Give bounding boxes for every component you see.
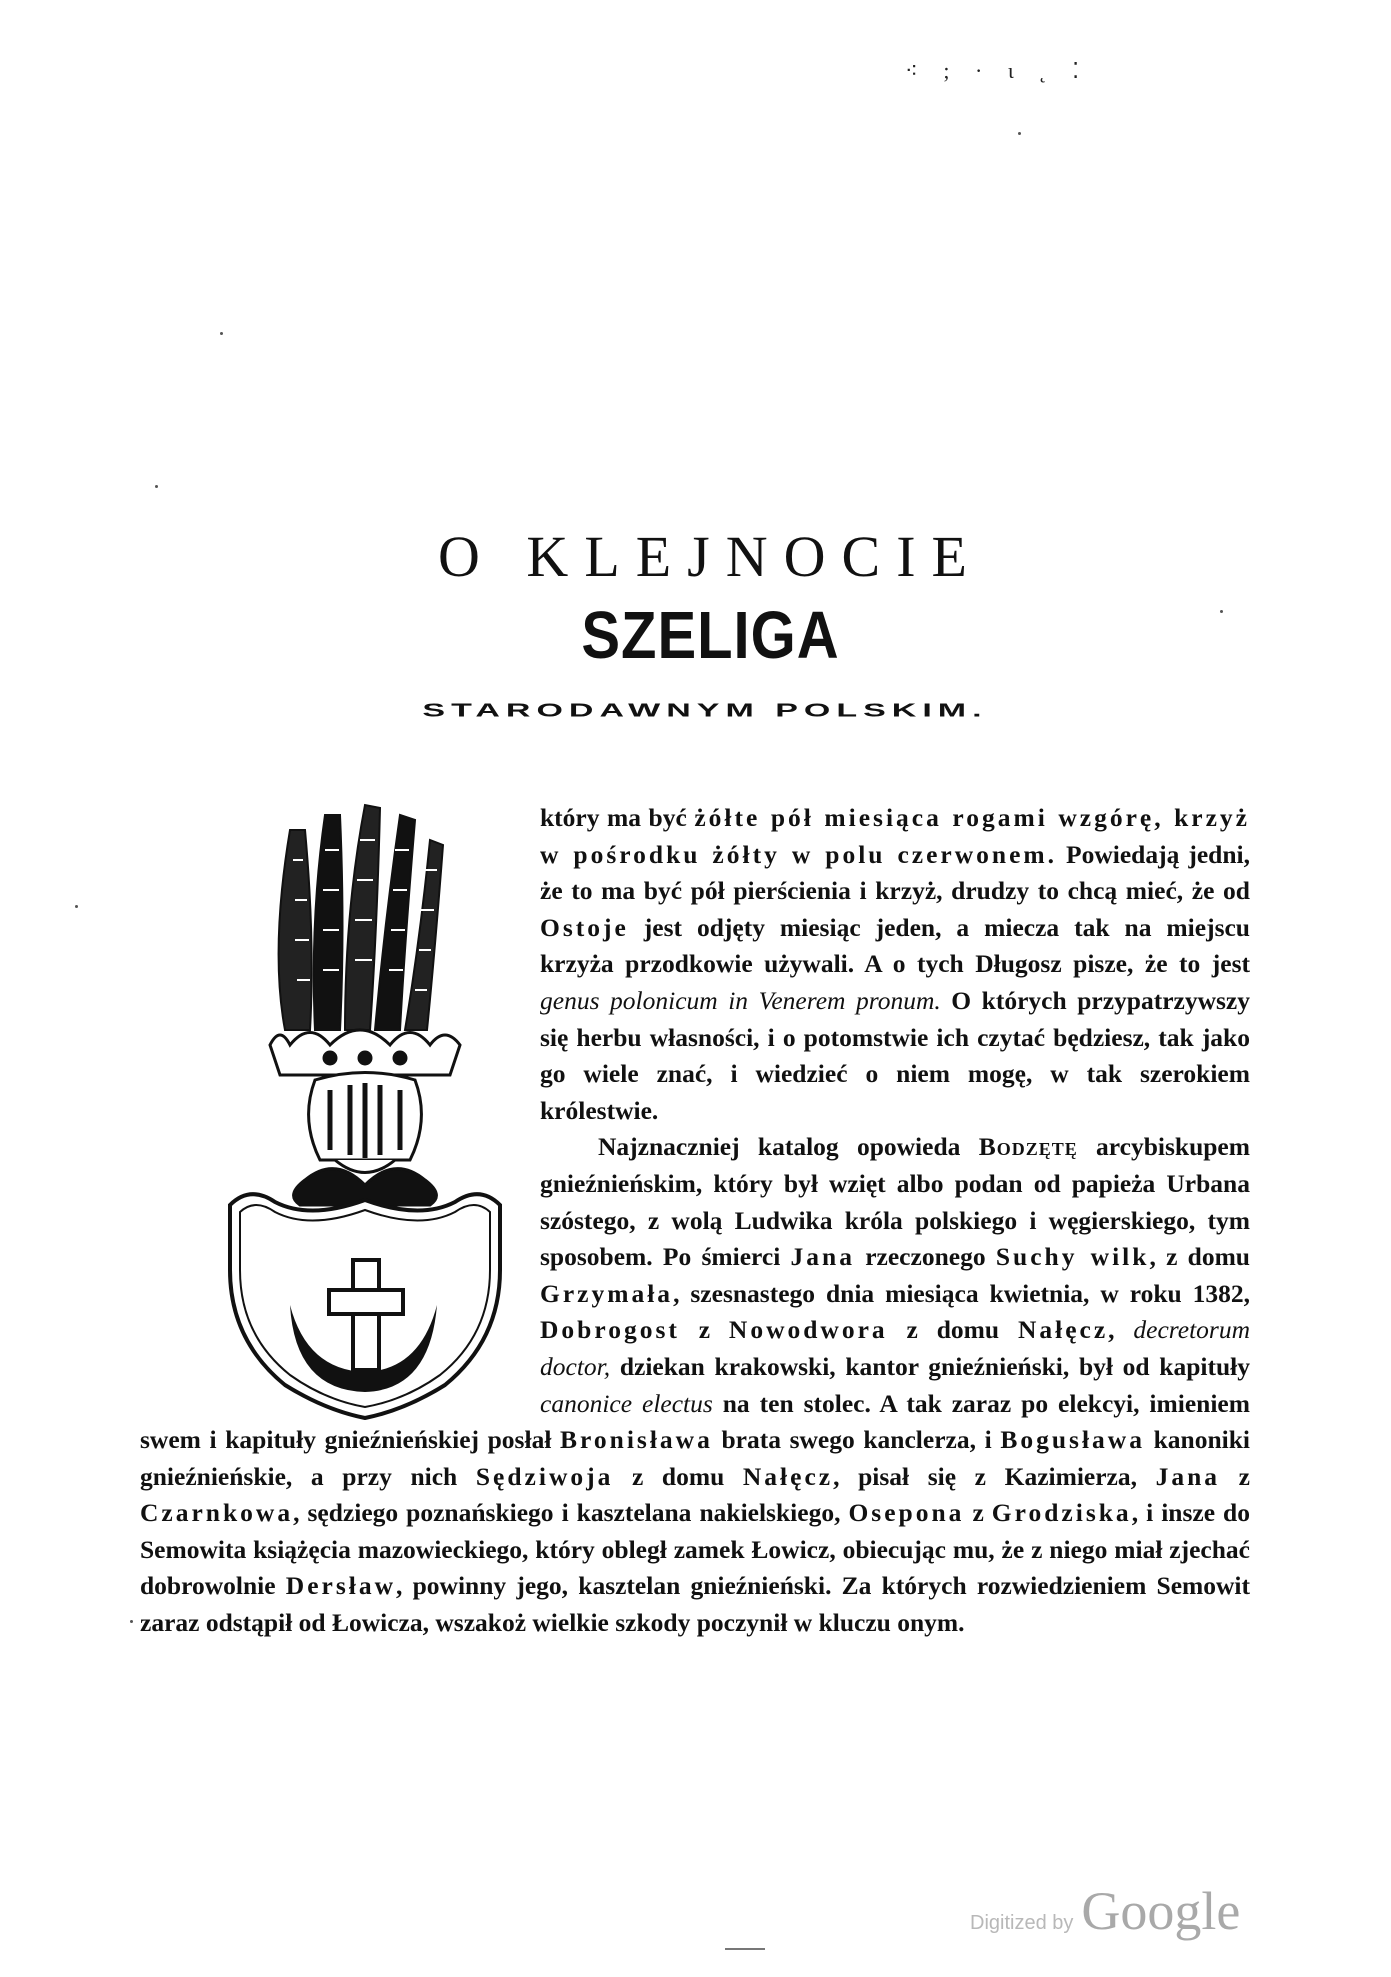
text-span: , sędziego poznańskiego i kasztelana nakielskiego, (293, 1498, 849, 1528)
text-span: z (679, 1315, 729, 1345)
title-line-2: SZELIGA (581, 598, 840, 673)
text-span: genus polonicum in Venerem pronum. (540, 985, 941, 1015)
speck (220, 332, 223, 335)
text-span: Ostoje (540, 912, 629, 942)
page-marks: ⁖ ; · ɩ ˛ ⁚ (905, 58, 1090, 83)
text-span: decretorum doctor, (540, 1315, 1250, 1381)
digitized-by-google-watermark (970, 1880, 1240, 1942)
text-span: z (964, 1498, 992, 1528)
text-span: , (1108, 1315, 1134, 1345)
text-span: Suchy wilk (995, 1242, 1150, 1272)
text-span: Jana (1155, 1461, 1221, 1491)
text-span: brata swego kanclerza, i (712, 1425, 1001, 1455)
title-line-1: O KLEJNOCIE (438, 524, 983, 589)
text-span: Nałęcz (742, 1461, 834, 1491)
text-span: Dersław (285, 1571, 397, 1601)
text-span: z (1220, 1461, 1250, 1491)
text-span: , z domu (1149, 1242, 1250, 1272)
text-span: canonice electus (540, 1388, 713, 1418)
google-logo: Google (1081, 1881, 1241, 1941)
text-span: z domu (887, 1315, 1018, 1345)
speck (75, 905, 78, 908)
text-span: arcybiskupem gnieźnieńskim, który był wzięt albo podan od papieża Urbana szóstego, z wolą Ludwika króla polskiego i węgierskiego, tym sposobem. Po śmierci (540, 1132, 1250, 1272)
speck (155, 485, 158, 488)
body-text (140, 800, 1250, 1642)
text-span: żółte pół miesiąca rogami wzgórę, krzyż w pośrodku żółty w polu czerwonem. (540, 803, 1250, 869)
text-span: Dobrogost (540, 1315, 680, 1345)
text-span: jest odjęty miesiąc jeden, a miecza tak na miejscu krzyża przodkowie używali. A o tych Długosz pisze, że to jest (540, 912, 1250, 979)
text-span: Nowodwora (728, 1315, 888, 1345)
text-span: O których przypatrzywszy się herbu własności, i o potomstwie ich czytać będziesz, tak jako go wiele znać, i wiedzieć o niem mogę, w tak szerokiem królestwie. (540, 985, 1250, 1125)
text-span: rzeczonego (854, 1242, 996, 1272)
text-span: Bogusława (1000, 1425, 1145, 1455)
text-span: Bronisława (560, 1425, 713, 1455)
page-edge-mark (725, 1948, 765, 1950)
speck (1018, 132, 1021, 135)
title-line-3: STARODAWNYM POLSKIM. (422, 700, 988, 721)
text-span: dziekan krakowski, kantor gnieźnieński, był od kapituły (610, 1351, 1250, 1381)
text-span: , szesnastego dnia miesiąca kwietnia, w roku 1382, (673, 1278, 1250, 1308)
text-span: Powiedają jedni, że to ma być pół pierścienia i krzyż, drudzy to chcą mieć, że od (540, 839, 1250, 906)
text-span: Czarnkowa (140, 1498, 294, 1528)
text-span: Sędziwoja (475, 1461, 614, 1491)
text-span: Jana (790, 1242, 855, 1272)
text-span: Najznaczniej katalog opowieda (598, 1132, 979, 1162)
text-span: Nałęcz (1017, 1315, 1109, 1345)
text-span: Grzymała (540, 1278, 674, 1308)
text-span: , pisał się z Kazimierza, (833, 1461, 1156, 1491)
text-span: Osepona (848, 1498, 965, 1528)
speck (130, 1620, 133, 1623)
text-span: który ma być (540, 803, 695, 832)
text-span: Bodzętę (978, 1132, 1078, 1162)
digitized-label: Digitized by (970, 1912, 1074, 1934)
text-span: na ten stolec. A tak zaraz po elekcyi, imieniem swem i kapituły gnieźnieńskiej posłał (140, 1388, 1250, 1455)
text-span: , i insze do Semowita książęcia mazowieckiego, który obległ zamek Łowicz, obiecując mu, że z niego miał zjechać dobrowolnie (140, 1498, 1250, 1601)
crest-space (140, 800, 540, 1415)
text-span: Grodziska (991, 1498, 1132, 1528)
text-span: kanoniki gnieźnieńskie, a przy nich (140, 1425, 1250, 1491)
text-span: z domu (613, 1461, 743, 1491)
text-span: , powinny jego, kasztelan gnieźnieński. Za których rozwiedzieniem Semowit zaraz odstąpił od Łowicza, wszakoż wielkie szkody poczynił w kluczu onym. (140, 1571, 1251, 1638)
